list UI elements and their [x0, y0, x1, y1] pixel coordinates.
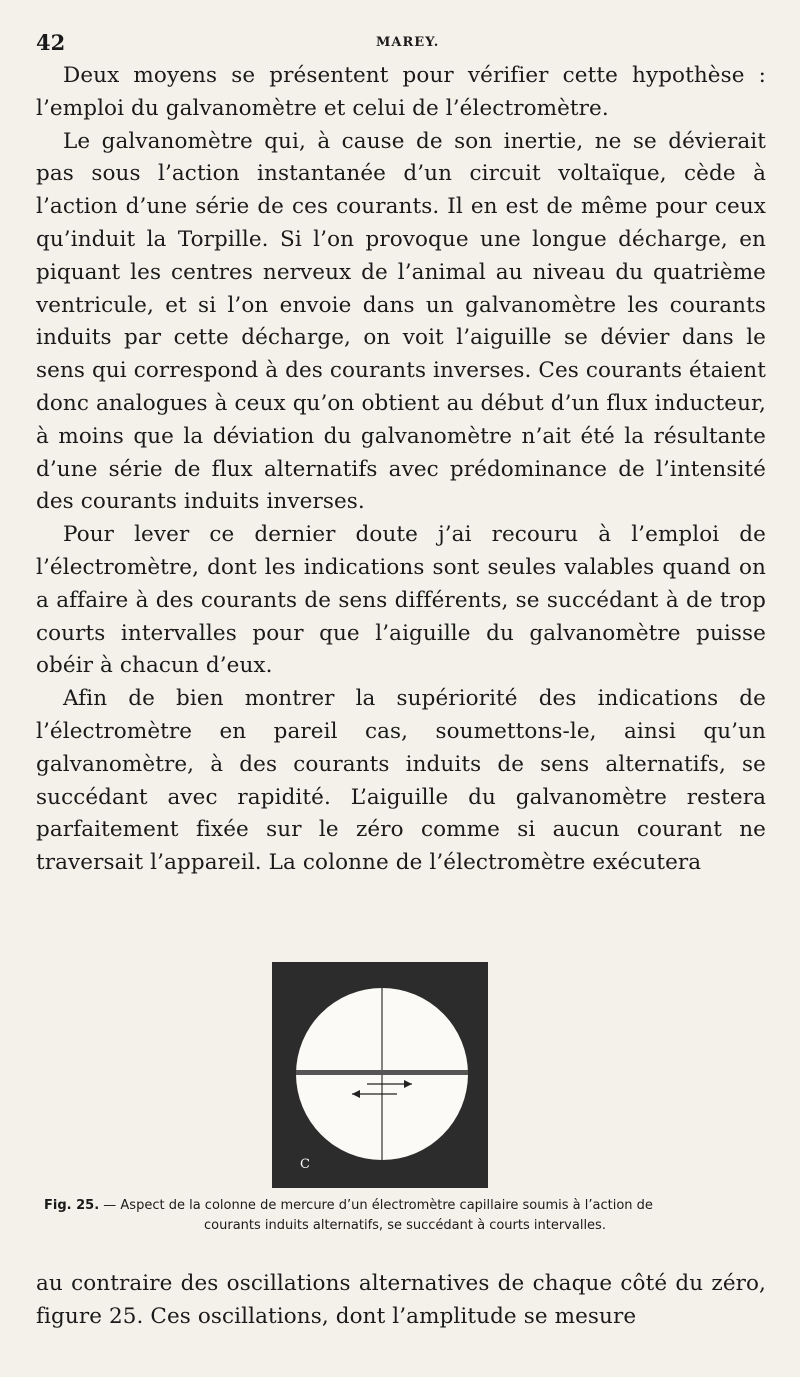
paragraph-2: Le galvanomètre qui, à cause de son inertie, ne se dévierait pas sous l’action instantanée d’un circuit voltaïque, cède à l’action d’une série de ces courants. Il en est de même pour ceux qu’induit la Torpille. Si l’on provoque une longue décharge, en piquant les centres nerveux de l’animal au niveau du quatrième ventricule, et si l’on envoie dans un galvanomètre les courants induits par cette décharge, on voit l’aiguille se dévier dans le sens qui correspond à des courants inverses. Ces courants étaient donc analogues à ceux qu’on obtient au début d’un flux inducteur, à moins que la déviation du galvanomètre n’ait été la résultante d’une série de flux alternatifs avec prédominance de l’intensité des courants induits inverses.	[36, 128, 766, 515]
caption-text-line2: courants induits alternatifs, se succédant à courts intervalles.	[204, 1218, 606, 1233]
page-number: 42	[36, 30, 66, 55]
figure-25	[272, 962, 488, 1188]
figure-caption	[44, 1196, 766, 1236]
caption-label: Fig. 25.	[44, 1198, 100, 1213]
page-header	[36, 30, 776, 56]
caption-text-line1: Aspect de la colonne de mercure d’un électromètre capillaire soumis à l’action de	[120, 1198, 653, 1213]
body-text-bottom	[36, 1268, 766, 1334]
caption-dash: —	[99, 1198, 121, 1213]
mercury-column	[296, 1070, 468, 1075]
electrometer-illustration	[272, 962, 488, 1188]
paragraph-4: Afin de bien montrer la supériorité des indications de l’électromètre en pareil cas, soumettons-le, ainsi qu’un galvanomètre, à des courants induits de sens alternatifs, se succédant avec rapidité. L’aiguille du galvanomètre restera parfaitement fixée sur le zéro comme si aucun courant ne traversait l’appareil. La colonne de l’électromètre exécutera	[36, 686, 766, 876]
running-head: MAREY.	[376, 35, 440, 50]
body-text-top	[36, 60, 766, 880]
continuation-paragraph: au contraire des oscillations alternatives de chaque côté du zéro, figure 25. Ces oscillations, dont l’amplitude se mesure	[36, 1271, 766, 1329]
paragraph-1: Deux moyens se présentent pour vérifier cette hypothèse : l’emploi du galvanomètre et celui de l’électromètre.	[36, 63, 766, 121]
figure-letter: C	[300, 1157, 310, 1172]
paragraph-3: Pour lever ce dernier doute j’ai recouru à l’emploi de l’électromètre, dont les indications sont seules valables quand on a affaire à des courants de sens différents, se succédant à de trop courts intervalles pour que l’aiguille du galvanomètre puisse obéir à chacun d’eux.	[36, 522, 766, 679]
